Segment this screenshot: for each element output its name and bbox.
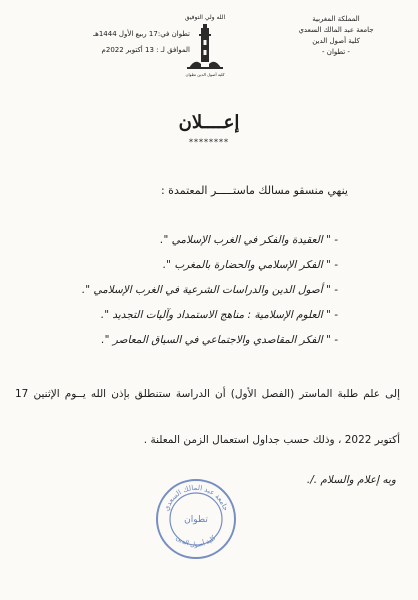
official-stamp <box>155 478 237 560</box>
country-name: المملكة المغربية <box>312 15 360 23</box>
basmala: الله ولي التوفيق <box>184 14 226 21</box>
logo-caption: كلية أصول الدين تطوان <box>185 72 225 77</box>
city-name: - تطوان - <box>322 48 350 56</box>
stamp-top-text: جامعة عبد المالك السعدي <box>162 483 230 512</box>
notice-paragraph: إلى علم طلبة الماستر (الفصل الأول) أن الدراسة ستنطلق بإذن الله يــوم الإثنين 17 أكتوبر 2022 ، وذلك حسب جداول استعمال الزمن المعلنة . <box>15 388 400 446</box>
list-item: - " الفكر المقاصدي والاجتماعي في السياق المعاصر ". <box>101 334 338 346</box>
master-programs-list <box>38 230 338 355</box>
stamp-bottom-text: كلية أصول الدين <box>174 533 218 549</box>
date-gregorian: الموافق لـ : 13 أكتوبر 2022م <box>101 46 190 54</box>
list-item: - " أصول الدين والدراسات الشرعية في الغرب الإسلامي ". <box>81 284 338 296</box>
announcement-title: إعــــلان <box>178 112 240 133</box>
date-hijri: تطوان في:17 ربيع الأول 1444هـ <box>93 30 190 38</box>
faculty-name: كلية أصول الدين <box>312 37 360 45</box>
title-decoration: ******** <box>189 138 229 147</box>
list-item: - " العقيدة والفكر في الغرب الإسلامي ". <box>160 234 338 246</box>
date-header <box>60 26 190 58</box>
closing-line: وبه إعلام والسلام ./. <box>306 474 396 486</box>
svg-text:كلية أصول الدين <box>175 533 218 549</box>
list-item: - " العلوم الإسلامية : مناهج الاستمداد وآليات التجديد ". <box>100 309 338 321</box>
minaret-logo-icon <box>185 24 225 72</box>
list-item: - " الفكر الإسلامي والحضارة بالمغرب ". <box>162 259 338 271</box>
institution-header <box>276 14 396 58</box>
university-name: جامعة عبد المالك السعدي <box>298 26 374 34</box>
intro-text: ينهي منسقو مسالك ماستـــــر المعتمدة : <box>160 184 348 197</box>
stamp-seal-icon <box>155 478 237 560</box>
stamp-center-text: تطوان <box>184 515 208 525</box>
